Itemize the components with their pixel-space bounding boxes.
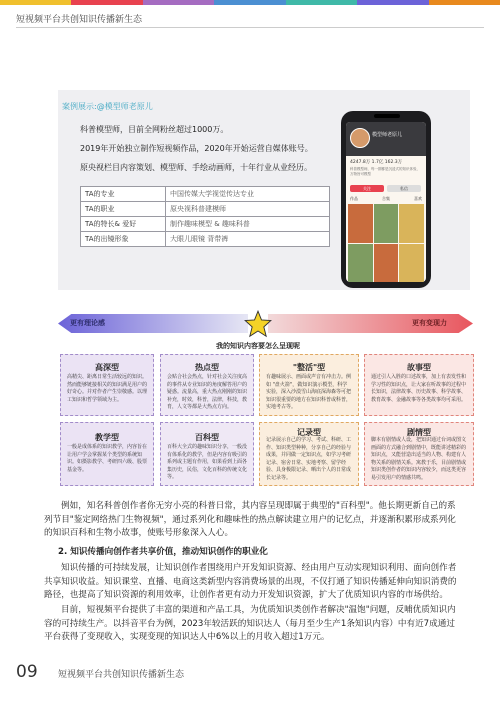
type-box-encyclopedia [160,422,254,486]
case-line-3: 原央视栏目内容策划、模型师、手绘动画师，十年行业从业经历。 [80,163,312,172]
header-title: 短视频平台共创知识传播新生态 [16,15,143,25]
type-description: 有趣味展示、画面或声音有冲击力。例如 "盘火箭"，做知识演示模型，科学实验，深入沙漠雪山海底深海森等可把知识很重要的地方在知识科普或科普，实地考古等。 [266,374,352,410]
type-box-drama [364,422,474,486]
case-title: 案例展示:@模型师老原儿 [62,102,153,111]
video-thumbnail[interactable] [399,204,424,243]
avatar[interactable] [350,128,370,148]
type-description: 脚本有剧情或人设，把知识通过台词或图文画面的方式融合到剧情中，既能讲述精彩的知识点，又能营造出适当的人物、构建有人物关系的剧情关系。寓教于乐，目前剧情或知识类创作者的知识内容较少，而这类更容易引发用户的情感共鸣。 [371,437,467,481]
follow-button[interactable]: 关注 [350,185,384,192]
stripe-segment [143,0,214,5]
type-box-teaching [60,422,154,486]
type-title: 记录型 [297,428,321,437]
section-subheading: 2. 知识传播向创作者共享价值，推动知识创作的职业化 [58,547,268,557]
table-value: 大眼儿眼镜 背带裤 [166,232,330,247]
theory-label: 更有理论感 [70,319,105,327]
monetization-label: 更有变现力 [412,319,447,327]
tab-works[interactable]: 作品 [350,196,358,201]
table-key: TA的出镜形象 [81,232,166,247]
footer-title: 短视频平台共创知识传播新生态 [58,670,185,680]
type-box-profound [60,354,154,416]
header-color-stripe [0,0,500,5]
table-value: 制作趣味模型 & 趣味科普 [166,217,330,232]
stripe-segment [214,0,285,5]
table-key: TA的特长& 爱好 [81,217,166,232]
video-thumbnail[interactable] [348,244,373,283]
table-row [81,202,330,217]
diagram-center-label: 我的知识内容要怎么呈现呢 [216,342,300,350]
stripe-segment [286,0,357,5]
type-description: 百科大全式的趣味知识分享，一般没有体系化的教学，但是内容有吸引的系列或主题有作用，如果看到上面各集历史，民俗，文化百科的传统文化等。 [167,444,248,480]
type-box-story [364,354,474,416]
profile-name: 模型师老原儿 [372,132,403,138]
type-title: 故事型 [407,363,431,372]
type-title: 教学型 [95,433,119,442]
type-box-stunt [259,354,359,416]
video-thumbnail[interactable] [374,244,399,283]
message-button[interactable]: 私信 [387,185,421,192]
type-title: 百科型 [195,433,219,442]
table-row [81,232,330,247]
video-thumbnail[interactable] [374,204,399,243]
table-value: 中国传媒大学视觉传达专业 [166,187,330,202]
video-thumbnail[interactable] [399,244,424,283]
phone-screen [346,122,426,282]
profile-tabs [350,196,422,202]
type-title: 热点型 [195,363,219,372]
body-paragraph-3: 目前，短视频平台提供了丰富的渠道和产品工具，为优质知识类创作者解决"温饱"问题，反哺优质知识内容的可持续生产。以抖音平台为例，2023年较活跃的知识达人（每月至少生产1条知识内容）中有近7成通过平台获得了变现收入，实现变现的知识达人中6%以上的月收入超过1万元。 [44,605,456,642]
type-description: 一般是成体系的知识教学，内容旨在让用户学会掌握某个类型的系统知识。如摄影教学、考研四六级、股票基金等。 [67,444,148,473]
profile-table [80,186,330,247]
type-title: 高深型 [95,363,119,372]
table-row [81,217,330,232]
tab-collections[interactable]: 合集 [382,196,390,201]
star-icon [244,310,272,338]
type-description: 会贴合社会热点，针对社会关注度高的事件从专业知识的角度解答用户的疑惑。流量高，重大热点刚刚的知识补充，时效，科普，法律，科技，教育，人文等都是大热点方向。 [167,374,248,410]
type-description: 记录展示自己的学习、考试、科研、工作、知识类型种种，分享自己的经验与成果，并同做一定知识点，如学习考研记录、宿舍日常、实地考察、留学经验、具身极限记录、晒出个人的日常成长记录等。 [266,437,352,481]
type-description: 高精尖、距离日常生活较远的知识。然而能够链接相关的知识满足用户的好奇心。并对作者产生崇敬感。以理工知识和哲学领域为主。 [67,374,148,403]
header-divider [16,27,484,28]
table-key: TA的专业 [81,187,166,202]
page-number: 09 [16,662,38,682]
type-box-hotspot [160,354,254,416]
type-title: 剧情型 [407,428,431,437]
video-thumbnail[interactable] [348,204,373,243]
stripe-segment [71,0,142,5]
phone-notch [374,114,400,118]
case-line-1: 科普模型师，目前全网粉丝超过1000万。 [80,125,229,134]
stripe-segment [357,0,428,5]
stripe-segment [0,0,71,5]
case-line-2: 2019年开始独立制作短视频作品，2020年开始运营自媒体账号。 [80,144,313,153]
profile-stats: 4247.8万 1.7亿 162.3万 [350,160,403,165]
table-row [81,187,330,202]
video-grid [348,204,424,282]
table-key: TA的职业 [81,202,166,217]
stripe-segment [429,0,500,5]
body-paragraph-2: 知识传播的可持续发展，让知识创作者围绕用户开发知识资源、经由用户互动实现知识利用、面向创作者共享知识收益。知识课堂、直播、电商这类新型内容消费场景的出现，不仅打通了知识传播延伸向知识消费的路径，也提高了知识资源的利用效率，让创作者更有动力开发知识资源，扩大了优质知识内容的市场供给。 [44,563,457,600]
type-description: 通过引人入胜的口述故事，加上有表发性和学习性的知识点，让大家在听故事的过程中长知识，法律故事、历史故事、科学故事、教育故事、金融故事等各类故事均可采用。 [371,374,467,403]
profile-bio: 科普模型师，每一期都是沉浸式的知识体验，万物皆可模型 [350,167,420,176]
type-box-record [259,422,359,486]
table-value: 原央视科普建模师 [166,202,330,217]
type-title: "整活"型 [292,363,326,372]
body-paragraph-1: 例如，知名科普创作者你无穷小亮的科普日常，其内容呈现即属于典型的"百科型"。他长期更新自己的系列节目"鉴定网络热门生物视频"，通过系列化和趣味性的热点解读建立用户的记忆点，并逐渐积累形成系列化的知识百科和生物小故事，使账号形象深入人心。 [44,501,456,538]
tab-likes[interactable]: 喜欢 [414,196,422,201]
